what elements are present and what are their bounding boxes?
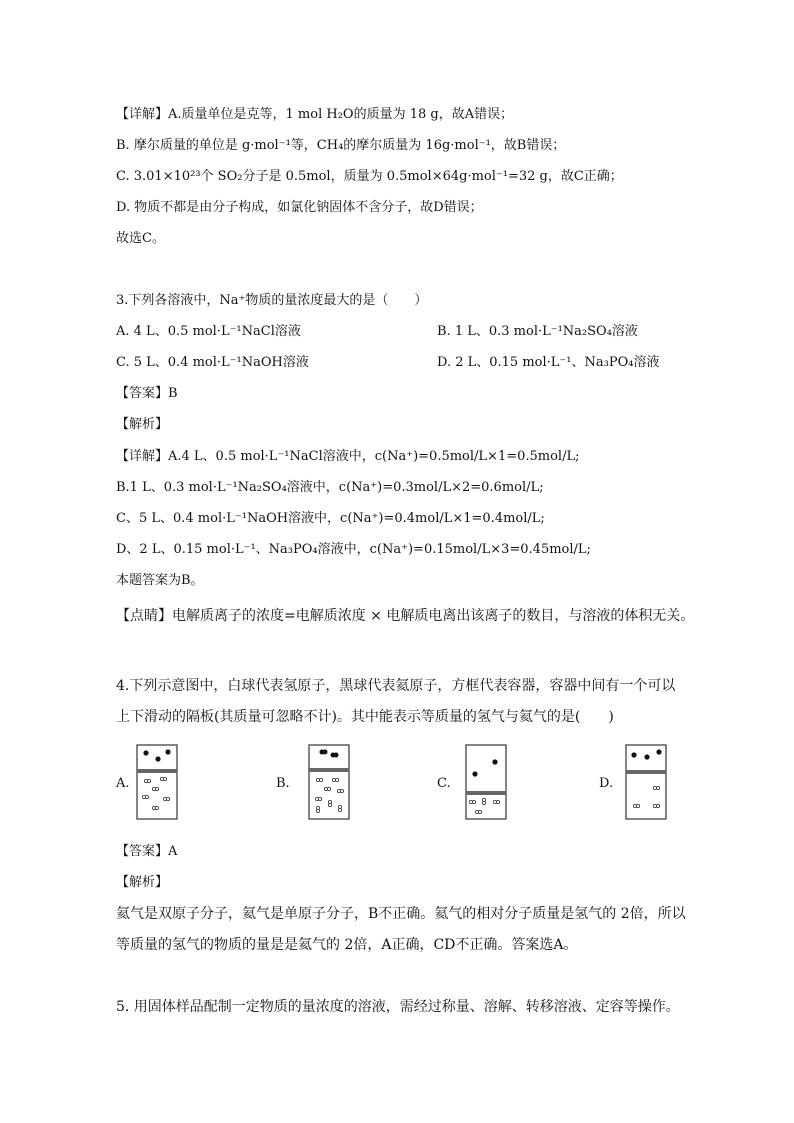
diagram-label-d: D. bbox=[599, 776, 614, 791]
q4-answer: 【答案】A bbox=[116, 844, 178, 859]
question-4-stem-line-2: 上下滑动的隔板(其质量可忽略不计)。其中能表示等质量的氢气与氦气的是( ) bbox=[116, 709, 614, 725]
q3-answer: 【答案】B bbox=[116, 386, 178, 401]
diagram-label-b: B. bbox=[276, 776, 290, 791]
question-3-stem: 3.下列各溶液中，Na⁺物质的量浓度最大的是（ ） bbox=[116, 293, 428, 308]
explanation-line-1: 【详解】A.质量单位是克等，1 mol H₂O的质量为 18 g，故A错误； bbox=[116, 107, 514, 122]
q3-option-b: B. 1 L、0.3 mol·L⁻¹Na₂SO₄溶液 bbox=[437, 324, 638, 339]
q4-analysis-heading: 【解析】 bbox=[116, 875, 169, 890]
q3-detail-conclusion: 本题答案为B。 bbox=[116, 573, 204, 588]
diagram-label-a: A. bbox=[116, 776, 130, 791]
diagram-container-a bbox=[136, 744, 178, 820]
q3-detail-4: D、2 L、0.15 mol·L⁻¹、Na₃PO₄溶液中，c(Na⁺)=0.15mol/L×3=0.45mol/L; bbox=[116, 542, 591, 557]
q3-option-c: C. 5 L、0.4 mol·L⁻¹NaOH溶液 bbox=[116, 355, 309, 370]
q3-detail-3: C、5 L、0.4 mol·L⁻¹NaOH溶液中，c(Na⁺)=0.4mol/L×1=0.4mol/L; bbox=[116, 511, 545, 526]
q3-note: 【点睛】电解质离子的浓度=电解质浓度 × 电解质电离出该离子的数目，与溶液的体积无关。 bbox=[116, 608, 695, 624]
q4-explanation-line-2: 等质量的氢气的物质的量是是氦气的 2倍，A正确，CD不正确。答案选A。 bbox=[116, 937, 578, 953]
explanation-line-3: C. 3.01×10²³个 SO₂分子是 0.5mol，质量为 0.5mol×64g·mol⁻¹=32 g，故C正确； bbox=[116, 169, 623, 184]
question-4-stem-line-1: 4.下列示意图中，白球代表氢原子，黑球代表氦原子，方框代表容器，容器中间有一个可以 bbox=[116, 678, 676, 694]
question-5-stem: 5. 用固体样品配制一定物质的量浓度的溶液，需经过称量、溶解、转移溶液、定容等操作。 bbox=[116, 999, 680, 1015]
q3-detail-1: 【详解】A.4 L、0.5 mol·L⁻¹NaCl溶液中，c(Na⁺)=0.5mol/L×1=0.5mol/L; bbox=[116, 449, 580, 464]
q3-option-a: A. 4 L、0.5 mol·L⁻¹NaCl溶液 bbox=[116, 324, 301, 339]
q3-detail-2: B.1 L、0.3 mol·L⁻¹Na₂SO₄溶液中，c(Na⁺)=0.3mol/L×2=0.6mol/L; bbox=[116, 480, 544, 495]
diagram-container-c bbox=[465, 744, 507, 820]
explanation-conclusion: 故选C。 bbox=[116, 231, 165, 246]
explanation-line-2: B. 摩尔质量的单位是 g·mol⁻¹等，CH₄的摩尔质量为 16g·mol⁻¹，故B错误； bbox=[116, 138, 566, 153]
q3-analysis-heading: 【解析】 bbox=[116, 417, 169, 432]
diagram-label-c: C. bbox=[437, 776, 451, 791]
q4-explanation-line-1: 氦气是双原子分子，氦气是单原子分子，B不正确。氦气的相对分子质量是氢气的 2倍，所以 bbox=[116, 906, 686, 922]
q3-option-d: D. 2 L、0.15 mol·L⁻¹、Na₃PO₄溶液 bbox=[437, 355, 660, 370]
diagram-container-b bbox=[308, 744, 350, 820]
diagram-container-d bbox=[625, 744, 667, 820]
explanation-line-4: D. 物质不都是由分子构成，如氯化钠固体不含分子，故D错误； bbox=[116, 200, 483, 215]
